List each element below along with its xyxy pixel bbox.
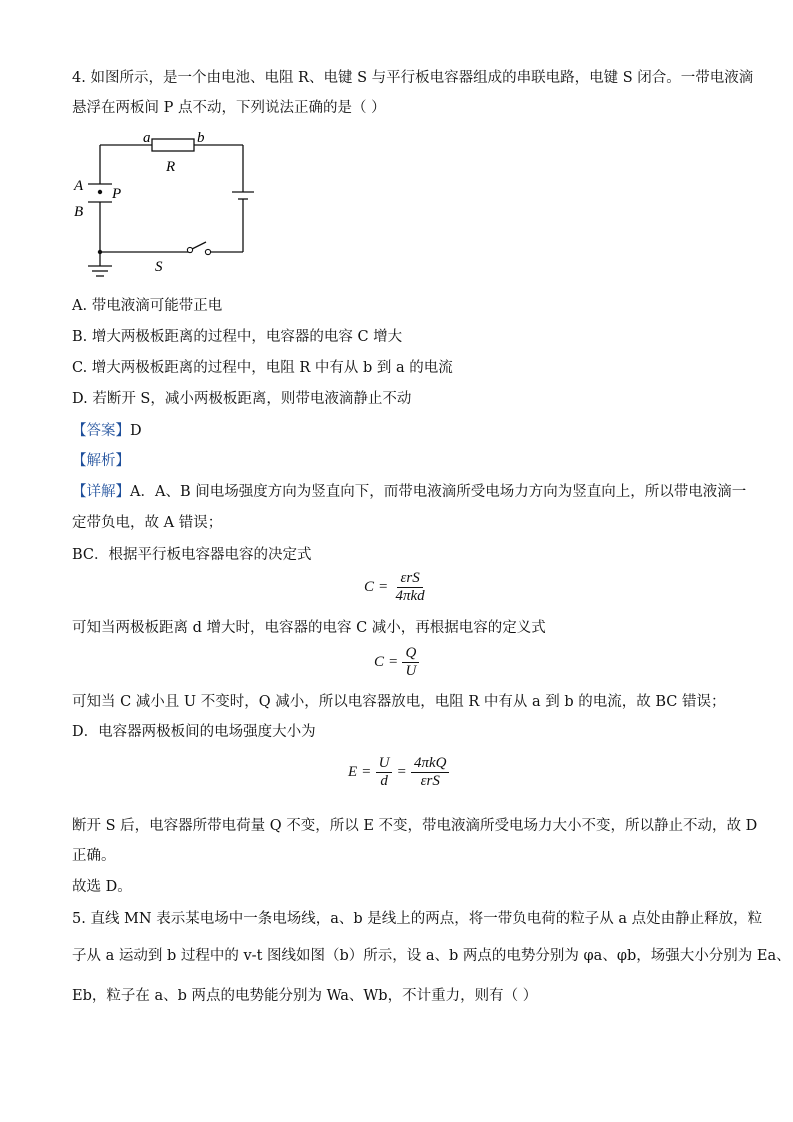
answer-label: 【答案】 bbox=[72, 423, 130, 439]
detail-d-line1: D．电容器两极板间的电场强度大小为 bbox=[72, 724, 316, 740]
formula-field-strength: E = $\frac{U}{d}$ = $\frac{\text{4πkQ}}{\text{εrS}}$ bbox=[348, 755, 449, 790]
formula-capacitance-determinant: C = $\frac{\text{εrS}}{\text{4πkd}}$ bbox=[364, 570, 428, 605]
circuit-diagram bbox=[70, 126, 260, 286]
q4-stem-line2: 悬浮在两板间 P 点不动，下列说法正确的是（ ） bbox=[72, 100, 386, 116]
f1-denominator: 4πkd bbox=[395, 588, 425, 604]
droplet-point bbox=[98, 190, 102, 194]
detail-label: 【详解】 bbox=[72, 484, 130, 500]
detail-bc-line3: 可知当 C 减小且 U 不变时，Q 减小，所以电容器放电，电阻 R 中有从 a 到 b 的电流，故 BC 错误； bbox=[72, 694, 726, 710]
analysis-label: 【解析】 bbox=[72, 453, 130, 469]
formula-capacitance-definition: C = $\frac{Q}{U}$ bbox=[374, 645, 419, 680]
detail-d-line3: 正确。 bbox=[72, 848, 116, 864]
q5-stem-line3: Eb，粒子在 a、b 两点的电势能分别为 Wa、Wb，不计重力，则有（ ） bbox=[72, 988, 538, 1004]
detail-a-line1: 【详解】A．A、B 间电场强度方向为竖直向下，而带电液滴所受电场力方向为竖直向上，所以带电液滴一 bbox=[72, 484, 747, 500]
detail-bc-line1: BC．根据平行板电容器电容的决定式 bbox=[72, 547, 312, 563]
option-c: C. 增大两极板距离的过程中，电阻 R 中有从 b 到 a 的电流 bbox=[72, 360, 453, 376]
switch-contact-right bbox=[205, 249, 210, 254]
detail-d-line2: 断开 S 后，电容器所带电荷量 Q 不变，所以 E 不变，带电液滴所受电场力大小不变，所以静止不动，故 D bbox=[72, 818, 758, 834]
f2-denominator: U bbox=[405, 663, 417, 679]
label-plate-a: A bbox=[74, 178, 84, 194]
switch-contact-left bbox=[187, 247, 192, 252]
label-b: b bbox=[197, 130, 205, 146]
option-d: D. 若断开 S，减小两极板距离，则带电液滴静止不动 bbox=[72, 391, 412, 407]
answer-value: D bbox=[130, 423, 142, 439]
junction-dot bbox=[98, 250, 102, 254]
label-a: a bbox=[143, 130, 151, 146]
q5-stem-line1: 5. 直线 MN 表示某电场中一条电场线，a、b 是线上的两点，将一带负电荷的粒子从 a 点处由静止释放，粒 bbox=[72, 911, 763, 927]
option-b: B. 增大两极板距离的过程中，电容器的电容 C 增大 bbox=[72, 329, 403, 345]
label-s: S bbox=[155, 259, 163, 275]
q5-stem-line2: 子从 a 运动到 b 过程中的 v-t 图线如图（b）所示，设 a、b 两点的电势分别为 φa、φb，场强大小分别为 Ea、 bbox=[72, 948, 791, 964]
f1-numerator: εrS bbox=[397, 570, 422, 588]
label-r: R bbox=[166, 159, 176, 175]
f2-numerator: Q bbox=[402, 645, 419, 663]
answer-line bbox=[72, 421, 142, 441]
q4-stem-line1: 4. 如图所示，是一个由电池、电阻 R、电键 S 与平行板电容器组成的串联电路，电键 S 闭合。一带电液滴 bbox=[72, 70, 754, 86]
label-p: P bbox=[112, 186, 122, 202]
option-a: A. 带电液滴可能带正电 bbox=[72, 298, 223, 314]
label-plate-b: B bbox=[74, 204, 84, 220]
detail-bc-line2: 可知当两极板距离 d 增大时，电容器的电容 C 减小，再根据电容的定义式 bbox=[72, 620, 546, 636]
detail-a-line2: 定带负电，故 A 错误； bbox=[72, 515, 223, 531]
conclusion: 故选 D。 bbox=[72, 879, 132, 895]
